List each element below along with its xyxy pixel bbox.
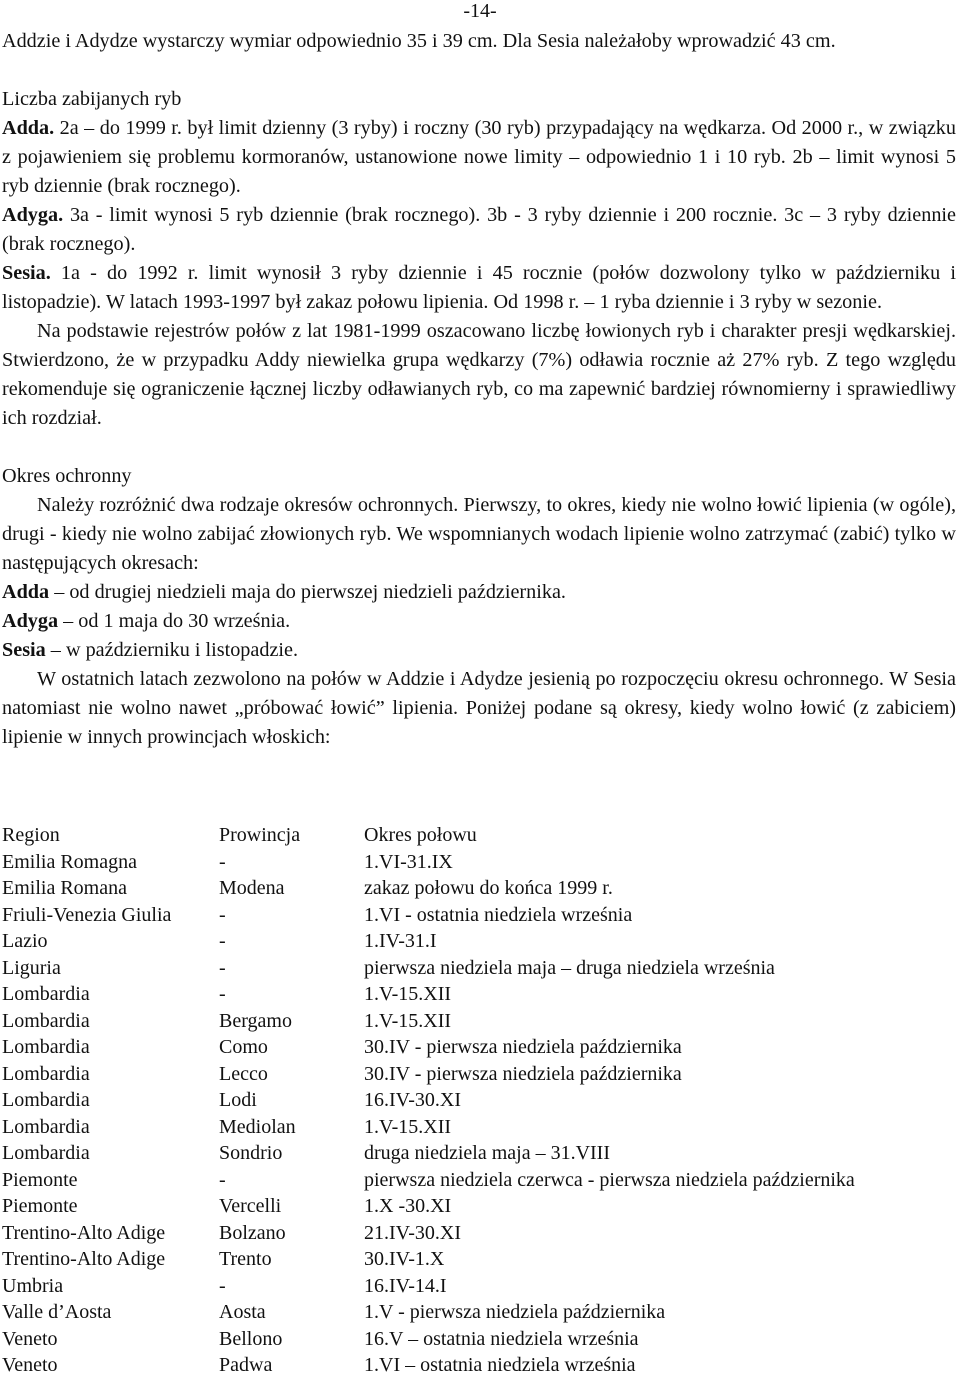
cell-province: Sondrio [219, 1142, 283, 1164]
cell-region: Lombardia [2, 1089, 90, 1111]
cell-region: Veneto [2, 1354, 58, 1376]
cell-region: Lombardia [2, 1009, 90, 1032]
sesia-text: 1a - do 1992 r. limit wynosił 3 ryby dziennie i 45 rocznie (połów dozwolony tylko w październiku i listopadzie). W latach 1993-1997 był zakaz połowu lipienia. Od 1998 r. – 1 ryba dziennie i 3 ryby w sezonie. [2, 262, 956, 313]
table-row [2, 1034, 855, 1061]
cell-period: 1.V - pierwsza niedziela października [364, 1301, 666, 1323]
table-body [2, 822, 855, 1379]
cell-region: Lazio [2, 930, 48, 952]
cell-period: 30.IV - pierwsza niedziela października [364, 1036, 682, 1058]
cell-region: Emilia Romana [2, 877, 127, 899]
spacer [2, 433, 956, 462]
cell-province: Padwa [219, 1354, 273, 1376]
cell-period: 30.IV-1.X [364, 1248, 445, 1270]
cell-period: pierwsza niedziela czerwca - pierwsza niedziela października [364, 1168, 855, 1191]
table-row [2, 955, 855, 982]
closed-paragraph: Należy rozróżnić dwa rodzaje okresów ochronnych. Pierwszy, to okres, kiedy nie wolno łowić lipienia (w ogóle), drugi - kiedy nie wolno zabijać złowionych ryb. We wspomnianych wodach lipienie wolno zatrzymać (zabić) tylko w następujących okresach: [2, 494, 956, 574]
header-region: Region [2, 824, 60, 846]
table-row [2, 1140, 855, 1167]
cell-region: Lombardia [2, 1115, 90, 1138]
table-row [2, 1352, 855, 1379]
cell-period: zakaz połowu do końca 1999 r. [364, 877, 613, 899]
spacer [2, 56, 956, 85]
adyga-paragraph [2, 201, 956, 259]
table-row [2, 1114, 855, 1141]
cell-period: 16.IV-14.I [364, 1274, 447, 1297]
cell-province: Vercelli [219, 1195, 282, 1217]
table-row [2, 1008, 855, 1035]
cell-province: Modena [219, 877, 285, 899]
fishing-periods-table [2, 822, 855, 1379]
cell-province: - [219, 903, 226, 926]
cell-province: - [219, 1168, 226, 1191]
period-adyga [2, 607, 956, 636]
closed-heading: Okres ochronny [2, 465, 132, 487]
cell-region: Lombardia [2, 1036, 90, 1058]
cell-province: - [219, 930, 226, 952]
period-river: Adyga [2, 610, 59, 632]
cell-province: Lodi [219, 1089, 257, 1111]
sesia-label: Sesia. [2, 262, 51, 284]
period-text: – w październiku i listopadzie. [45, 639, 299, 661]
cell-period: pierwsza niedziela maja – druga niedziela września [364, 956, 775, 979]
cell-period: druga niedziela maja – 31.VIII [364, 1142, 611, 1164]
cell-region: Trentino-Alto Adige [2, 1221, 166, 1244]
sesia-paragraph [2, 259, 956, 317]
document-body [2, 27, 956, 752]
adda-label: Adda. [2, 117, 55, 139]
cell-period: 1.VI-31.IX [364, 850, 453, 873]
table-row [2, 1061, 855, 1088]
cell-region: Valle d’Aosta [2, 1301, 112, 1323]
table-row [2, 1273, 855, 1300]
cell-period: 1.V-15.XII [364, 1009, 452, 1032]
table-row [2, 849, 855, 876]
cell-period: 1.X -30.XI [364, 1195, 452, 1217]
cell-region: Emilia Romagna [2, 850, 137, 873]
cell-period: 16.IV-30.XI [364, 1089, 462, 1111]
cell-province: - [219, 956, 226, 979]
period-sesia [2, 636, 956, 665]
catch-heading: Liczba zabijanych ryb [2, 88, 182, 110]
table-row [2, 928, 855, 955]
table-row [2, 1299, 855, 1326]
cell-province: - [219, 1274, 226, 1297]
cell-period: 1.VI - ostatnia niedziela września [364, 903, 633, 926]
cell-province: Mediolan [219, 1115, 296, 1138]
period-text: – od 1 maja do 30 września. [58, 610, 291, 632]
period-river: Sesia [2, 639, 46, 661]
cell-region: Liguria [2, 956, 61, 979]
cell-province: Bolzano [219, 1221, 286, 1244]
cell-province: Aosta [219, 1301, 266, 1323]
adyga-text: 3a - limit wynosi 5 ryb dziennie (brak rocznego). 3b - 3 ryby dziennie i 200 rocznie. 3c – 3 ryby dziennie (brak rocznego). [2, 204, 956, 255]
table-row [2, 981, 855, 1008]
cell-region: Piemonte [2, 1195, 78, 1217]
registry-paragraph: Na podstawie rejestrów połów z lat 1981-1999 oszacowano liczbę łowionych ryb i charakter presji wędkarskiej. Stwierdzono, że w przypadku Addy niewielka grupa wędkarzy (7%) odławia rocznie aż 27% ryb. Z tego względu rekomenduje się ograniczenie łącznej liczby odławianych ryb, co ma zapewnić bardziej równomierny i sprawiedliwy ich rozdział. [2, 320, 956, 429]
cell-period: 16.V – ostatnia niedziela września [364, 1327, 639, 1350]
adyga-label: Adyga. [2, 204, 64, 226]
cell-province: Bellono [219, 1327, 283, 1350]
header-province: Prowincja [219, 824, 301, 846]
cell-province: Lecco [219, 1062, 268, 1085]
cell-region: Lombardia [2, 1062, 90, 1085]
table-row [2, 1246, 855, 1273]
table-row [2, 1087, 855, 1114]
cell-province: Trento [219, 1248, 272, 1270]
cell-province: - [219, 983, 226, 1005]
period-river: Adda [2, 581, 50, 603]
cell-region: Lombardia [2, 983, 90, 1005]
cell-region: Umbria [2, 1274, 64, 1297]
page-number: -14- [463, 0, 497, 22]
cell-period: 1.V-15.XII [364, 1115, 452, 1138]
period-text: – od drugiej niedzieli maja do pierwszej niedzieli października. [49, 581, 566, 603]
cell-province: Como [219, 1036, 268, 1058]
table-row [2, 1326, 855, 1353]
cell-period: 1.VI – ostatnia niedziela września [364, 1354, 636, 1376]
cell-region: Friuli-Venezia Giulia [2, 903, 172, 926]
cell-region: Piemonte [2, 1168, 78, 1191]
period-adda [2, 578, 956, 607]
cell-period: 1.V-15.XII [364, 983, 452, 1005]
adda-paragraph [2, 114, 956, 201]
cell-region: Lombardia [2, 1142, 90, 1164]
table-header-row [2, 822, 855, 849]
cell-province: Bergamo [219, 1009, 292, 1032]
cell-period: 21.IV-30.XI [364, 1221, 462, 1244]
table-row [2, 875, 855, 902]
header-period: Okres połowu [364, 824, 477, 846]
table-row [2, 1220, 855, 1247]
table-row [2, 1167, 855, 1194]
table-row [2, 1193, 855, 1220]
cell-province: - [219, 850, 226, 873]
table-row [2, 902, 855, 929]
cell-region: Veneto [2, 1327, 58, 1350]
intro-paragraph: Addzie i Adydze wystarczy wymiar odpowiednio 35 i 39 cm. Dla Sesia należałoby wprowadzić 43 cm. [2, 30, 836, 52]
cell-region: Trentino-Alto Adige [2, 1248, 166, 1270]
cell-period: 30.IV - pierwsza niedziela października [364, 1062, 682, 1085]
adda-text: 2a – do 1999 r. był limit dzienny (3 ryby) i roczny (30 ryb) przypadający na wędkarza. Od 2000 r., w związku z pojawieniem się problemu kormoranów, ustanowione nowe limity – odpowiednio 1 i 10 ryb. 2b – limit wynosi 5 ryb dziennie (brak rocznego). [2, 117, 956, 197]
cell-period: 1.IV-31.I [364, 930, 437, 952]
autumn-paragraph: W ostatnich latach zezwolono na połów w Addzie i Adydze jesienią po rozpoczęciu okresu ochronnego. W Sesia natomiast nie wolno nawet „próbować łowić” lipienia. Poniżej podane są okresy, kiedy wolno łowić (z zabiciem) lipienie w innych prowincjach włoskich: [2, 668, 956, 748]
